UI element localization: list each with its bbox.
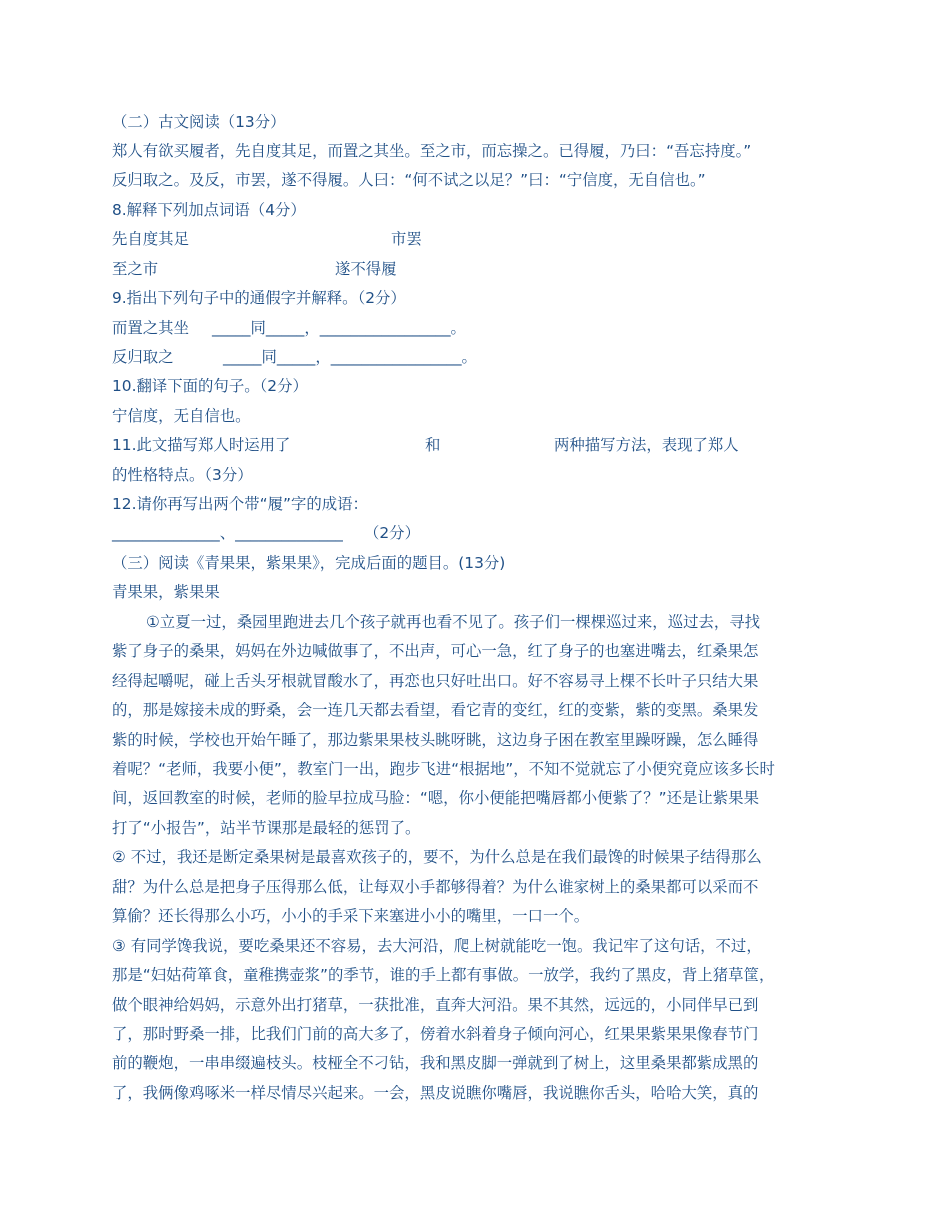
q8-item: 市罢 xyxy=(391,230,422,248)
q12-score: （2分） xyxy=(364,524,420,542)
article-line: 了，我俩像鸡啄米一样尽情尽兴起来。一会，黑皮说瞧你嘴唇，我说瞧你舌头，哈哈大笑，真的 xyxy=(112,1084,759,1102)
article-line: ①立夏一过，桑园里跑进去几个孩子就再也看不见了。孩子们一棵棵巡过来，巡过去，寻找 xyxy=(146,613,761,631)
question-10-prompt: 10.翻译下面的句子。（2分） xyxy=(112,377,308,395)
q12-blanks: ______________、______________ xyxy=(112,524,343,542)
q8-item: 至之市 xyxy=(112,260,159,278)
q11-text: 和 xyxy=(425,436,441,454)
article-line: 打了“小报告”，站半节课那是最轻的惩罚了。 xyxy=(112,819,421,837)
article-line: 间，返回教室的时候，老师的脸早拉成马脸：“嗯，你小便能把嘴唇都小便紫了？”还是让紫果果 xyxy=(112,789,759,807)
question-8-prompt: 8.解释下列加点词语（4分） xyxy=(112,201,306,219)
question-8-row-2 xyxy=(112,257,512,281)
question-12-answer-line xyxy=(112,521,512,545)
article-line: 算偷？还长得那么小巧，小小的手采下来塞进小小的嘴里，一口一个。 xyxy=(112,907,590,925)
article-line: 紫了身子的桑果，妈妈在外边喊做事了，不出声，可心一急，红了身子的也塞进嘴去，红桑果怎 xyxy=(112,642,759,660)
question-9-prompt: 9.指出下列句子中的通假字并解释。（2分） xyxy=(112,289,406,307)
article-title: 青果果，紫果果 xyxy=(112,583,220,601)
q9-answer-blank: _____同_____，_________________。 xyxy=(212,319,466,337)
article-line: 的，那是嫁接未成的野桑，会一连几天都去看望，看它青的变红，红的变紫，紫的变黑。桑果发 xyxy=(112,701,759,719)
article-line: 前的鞭炮，一串串缀遍枝头。枝桠全不刁钻，我和黑皮脚一弹就到了树上，这里桑果都紫成黑的 xyxy=(112,1054,759,1072)
passage-line-2: 反归取之。及反，市罢，遂不得履。人曰：“何不试之以足？”曰：“宁信度，无自信也。” xyxy=(112,171,706,189)
article-line: 那是“妇姑荷箪食，童稚携壶浆”的季节，谁的手上都有事做。一放学，我约了黑皮，背上猪草筐， xyxy=(112,966,775,984)
q8-item: 遂不得履 xyxy=(335,260,397,278)
q9-sentence: 反归取之 xyxy=(112,348,174,366)
question-11-line-2: 的性格特点。（3分） xyxy=(112,466,253,484)
article-line: 了，那时野桑一排，比我们门前的高大多了，傍着水斜着身子倾向河心，红果果紫果果像春节门 xyxy=(112,1025,759,1043)
question-10-sentence: 宁信度，无自信也。 xyxy=(112,407,251,425)
article-line: 甜？为什么总是把身子压得那么低，让每双小手都够得着？为什么谁家树上的桑果都可以采而不 xyxy=(112,878,759,896)
article-line: ② 不过，我还是断定桑果树是最喜欢孩子的，要不，为什么总是在我们最馋的时候果子结得那么 xyxy=(112,848,762,866)
q8-item: 先自度其足 xyxy=(112,230,189,248)
article-line: 经得起嚼呢，碰上舌头牙根就冒酸水了，再恋也只好吐出口。好不容易寻上棵不长叶子只结大果 xyxy=(112,672,759,690)
q9-answer-blank: _____同_____，_________________。 xyxy=(223,348,477,366)
q9-sentence: 而置之其坐 xyxy=(112,319,189,337)
section-2-title: （二）古文阅读（13分） xyxy=(112,113,286,131)
q11-text: 两种描写方法，表现了郑人 xyxy=(554,436,739,454)
question-8-row-1 xyxy=(112,227,512,251)
section-3-title: （三）阅读《青果果，紫果果》，完成后面的题目。(13分) xyxy=(112,554,506,572)
article-line: 紫的时候，学校也开始午睡了，那边紫果果枝头眺呀眺，这边身子困在教室里躁呀躁，怎么睡得 xyxy=(112,731,759,749)
article-line: 着呢？“老师，我要小便”，教室门一出，跑步飞进“根据地”，不知不觉就忘了小便究竟应该多长时 xyxy=(112,760,775,778)
q11-text: 11.此文描写郑人时运用了 xyxy=(112,436,291,454)
passage-line-1: 郑人有欲买履者，先自度其足，而置之其坐。至之市，而忘操之。已得履，乃曰：“吾忘持度。” xyxy=(112,142,752,160)
article-line: ③ 有同学馋我说，要吃桑果还不容易，去大河沿，爬上树就能吃一饱。我记牢了这句话，不过， xyxy=(112,937,762,955)
question-9-line-1 xyxy=(112,316,612,340)
question-11-line-1 xyxy=(112,433,812,457)
question-12-prompt: 12.请你再写出两个带“履”字的成语： xyxy=(112,495,368,513)
article-line: 做个眼神给妈妈，示意外出打猪草，一获批准，直奔大河沿。果不其然，远远的，小同伴早已到 xyxy=(112,996,759,1014)
question-9-line-2 xyxy=(112,345,612,369)
